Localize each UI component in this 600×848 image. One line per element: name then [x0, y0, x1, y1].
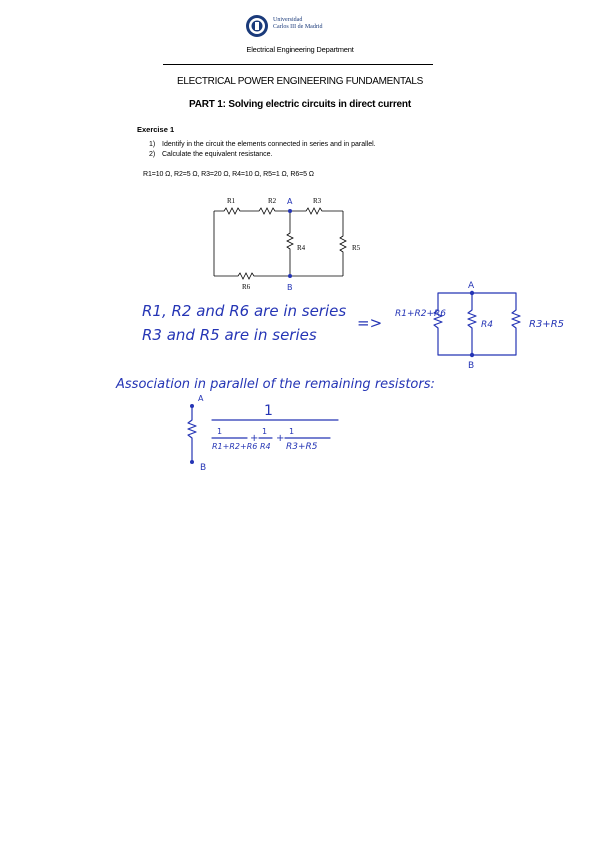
sketch-label-left: R1+R2+R6: [395, 309, 447, 319]
resistor-values: R1=10 Ω, R2=5 Ω, R3=20 Ω, R4=10 Ω, R5=1 Ω, R6=5 Ω: [143, 171, 314, 178]
formula-term-1: R1+R2+R6: [212, 442, 258, 451]
part-title: Solving electric circuits in direct current: [228, 99, 411, 110]
exercise-label: Exercise 1: [137, 125, 175, 134]
r5-branch: [340, 211, 346, 276]
top-wire: [214, 208, 343, 214]
equivalent-formula: [188, 394, 338, 473]
document-title: ELECTRICAL POWER ENGINEERING FUNDAMENTALS: [176, 76, 424, 87]
university-line-2: Carlos III de Madrid: [273, 24, 323, 30]
department-label: Electrical Engineering Department: [246, 45, 354, 54]
r4-branch: [287, 211, 293, 276]
formula-plus-1: +: [250, 433, 259, 444]
part-label: PART 1:: [189, 99, 226, 110]
note-series-1: R1, R2 and R6 are in series: [142, 302, 347, 320]
item-number: 1): [149, 141, 156, 148]
sketch-label-mid: R4: [481, 320, 493, 330]
arrow-icon: =>: [357, 314, 383, 332]
sketch-node-b: B: [468, 361, 475, 371]
label-r6: R6: [242, 283, 251, 291]
item-text: Identify in the circuit the elements connected in series and in parallel.: [162, 141, 376, 148]
node-a-dot: [288, 209, 292, 213]
node-b-dot: [288, 274, 292, 278]
circuit-diagram: [214, 197, 361, 292]
label-r4: R4: [297, 244, 306, 252]
label-node-a: A: [287, 197, 293, 206]
sketch-label-right: R3+R5: [529, 319, 564, 330]
formula-term-3-one: 1: [289, 427, 295, 436]
formula-term-1-one: 1: [217, 427, 223, 436]
sketch-node-a: A: [468, 281, 475, 291]
label-r1: R1: [227, 197, 236, 205]
bottom-wire: [214, 273, 343, 279]
label-node-b: B: [287, 283, 293, 292]
formula-node-a: A: [198, 394, 204, 403]
note-series-2: R3 and R5 are in series: [142, 326, 317, 344]
formula-plus-2: +: [276, 433, 285, 444]
formula-numerator: 1: [264, 403, 273, 419]
label-r5: R5: [352, 244, 361, 252]
note-association: Association in parallel of the remaining resistors:: [116, 377, 435, 392]
label-r3: R3: [313, 197, 322, 205]
equivalent-sketch: [395, 281, 564, 371]
formula-term-2-one: 1: [262, 427, 268, 436]
formula-term-2: R4: [260, 442, 271, 451]
university-line-1: Universidad: [273, 17, 303, 23]
label-r2: R2: [268, 197, 277, 205]
item-text: Calculate the equivalent resistance.: [162, 151, 273, 158]
item-number: 2): [149, 151, 156, 158]
handwritten-notes: [115, 281, 564, 473]
formula-term-3: R3+R5: [286, 442, 318, 452]
formula-node-b: B: [200, 463, 207, 473]
